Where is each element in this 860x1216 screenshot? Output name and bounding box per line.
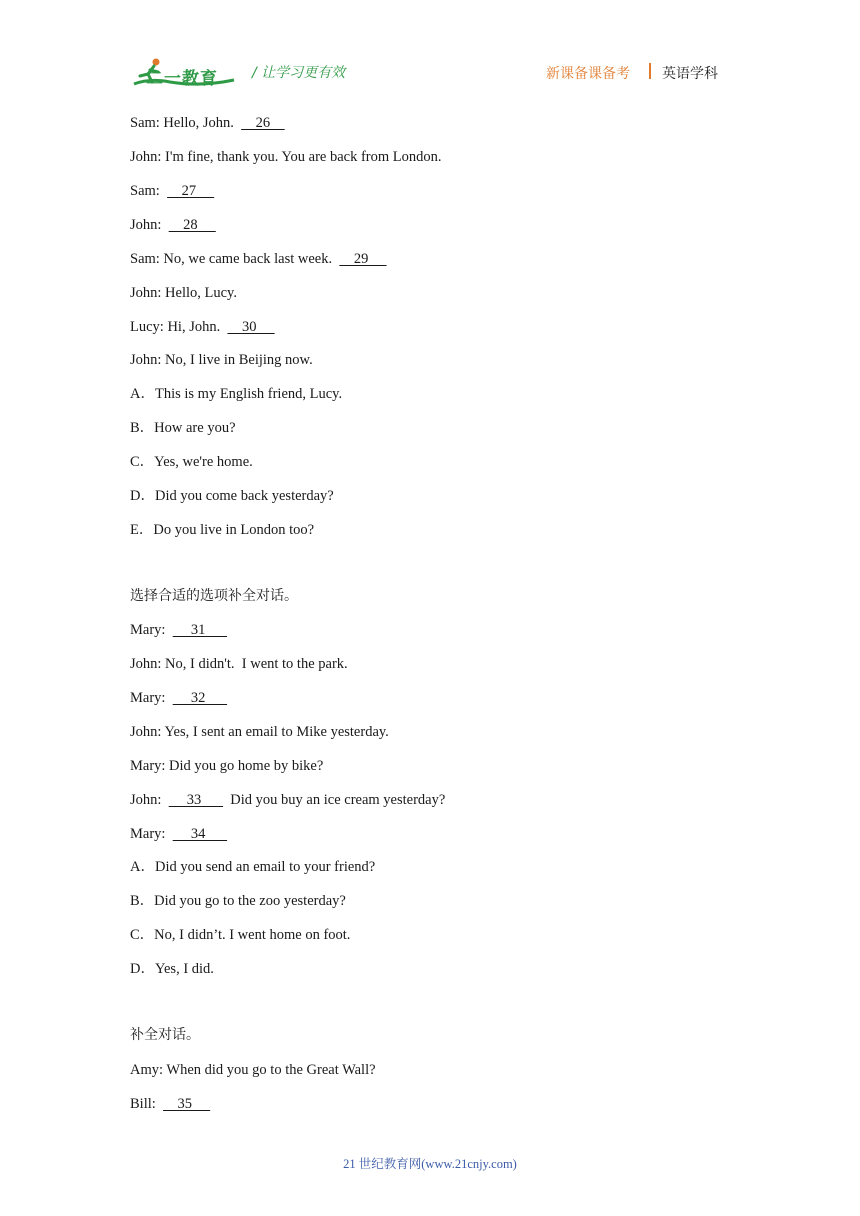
page-header [0, 0, 860, 100]
answer-blank: 31 [172, 622, 228, 638]
slogan: / 让学习更有效 [252, 65, 346, 81]
dialogue-line [130, 114, 285, 132]
header-tag-right: 英语学科 [662, 66, 718, 82]
header-divider [649, 63, 651, 79]
option-item: D．Yes, I did. [130, 961, 214, 977]
line-text: John: [130, 792, 169, 808]
line-text: Mary: Did you go home by bike? [130, 758, 324, 774]
option-item: C．No, I didn’t. I went home on foot. [130, 927, 351, 943]
page-footer: 21 世纪教育网(www.21cnjy.com) [343, 1157, 517, 1171]
answer-blank: 27 [167, 183, 215, 199]
dialogue-line [130, 825, 227, 843]
dialogue-line [130, 284, 237, 302]
dialogue-line [130, 1061, 376, 1079]
line-text: Bill: [130, 1096, 164, 1112]
section-instruction: 补全对话。 [130, 1027, 200, 1043]
option-item: A．Did you send an email to your friend? [130, 859, 376, 875]
header-tag-left: 新课备课备考 [546, 66, 630, 82]
line-text: John: No, I didn't. I went to the park. [130, 656, 348, 672]
dialogue-line [130, 351, 313, 369]
dialogue-line [130, 318, 275, 336]
dialogue-line [130, 250, 387, 268]
line-text: John: [130, 217, 169, 233]
dialogue-line [130, 1095, 210, 1113]
answer-blank: 32 [172, 690, 228, 706]
answer-blank: 29 [339, 251, 387, 267]
line-text-after: Did you buy an ice cream yesterday? [223, 792, 446, 808]
option-item: A．This is my English friend, Lucy. [130, 386, 343, 402]
answer-blank: 33 [168, 792, 224, 808]
answer-blank: 34 [172, 826, 228, 842]
section-instruction: 选择合适的选项补全对话。 [130, 588, 298, 604]
line-text: John: No, I live in Beijing now. [130, 352, 313, 368]
answer-blank: 35 [163, 1096, 211, 1112]
brand-name: 二一教育 [146, 69, 218, 89]
dialogue-line [130, 689, 227, 707]
line-text: John: Yes, I sent an email to Mike yesterday. [130, 724, 389, 740]
answer-blank: 28 [168, 217, 216, 233]
line-text: John: Hello, Lucy. [130, 285, 237, 301]
option-item: B．How are you? [130, 420, 236, 436]
dialogue-line [130, 621, 227, 639]
line-text: John: I'm fine, thank you. You are back from London. [130, 149, 442, 165]
dialogue-line [130, 655, 348, 673]
answer-blank: 30 [227, 319, 275, 335]
line-text: Sam: [130, 183, 168, 199]
line-text: Amy: When did you go to the Great Wall? [130, 1062, 376, 1078]
line-text: Lucy: Hi, John. [130, 319, 228, 335]
dialogue-line [130, 148, 442, 166]
dialogue-line [130, 723, 389, 741]
dialogue-line [130, 791, 445, 809]
option-item: C．Yes, we're home. [130, 454, 253, 470]
line-text: Sam: Hello, John. [130, 115, 242, 131]
line-text: Sam: No, we came back last week. [130, 251, 340, 267]
line-text: Mary: [130, 690, 173, 706]
dialogue-line [130, 216, 216, 234]
dialogue-line [130, 757, 323, 775]
line-text: Mary: [130, 826, 173, 842]
dialogue-line [130, 182, 214, 200]
line-text: Mary: [130, 622, 173, 638]
option-item: D．Did you come back yesterday? [130, 488, 334, 504]
option-item: B．Did you go to the zoo yesterday? [130, 893, 346, 909]
option-item: E．Do you live in London too? [130, 522, 315, 538]
answer-blank: 26 [241, 115, 285, 131]
